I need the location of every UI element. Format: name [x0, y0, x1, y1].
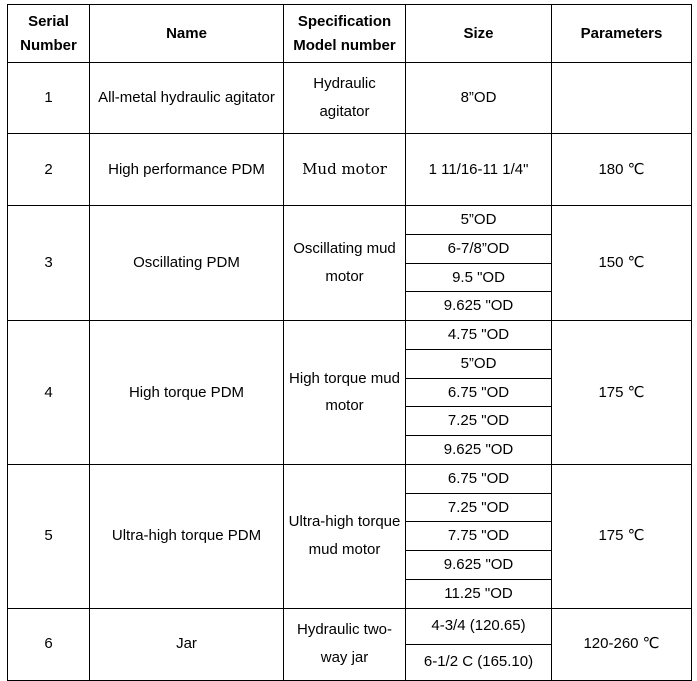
cell-size: 6.75 "OD [406, 464, 552, 493]
cell-spec: Hydraulic two-way jar [284, 608, 406, 680]
cell-name: Jar [90, 608, 284, 680]
cell-name: Ultra-high torque PDM [90, 464, 284, 608]
cell-params [552, 63, 692, 134]
cell-size: 11.25 "OD [406, 579, 552, 608]
cell-serial: 3 [8, 206, 90, 321]
cell-spec: Mud motor [284, 134, 406, 206]
cell-params: 180 ℃ [552, 134, 692, 206]
header-spec: Specification Model number [284, 5, 406, 63]
cell-size: 7.25 "OD [406, 407, 552, 436]
cell-spec: Oscillating mud motor [284, 206, 406, 321]
cell-size: 9.5 "OD [406, 263, 552, 292]
header-name: Name [90, 5, 284, 63]
cell-spec: High torque mud motor [284, 321, 406, 465]
cell-size: 4.75 "OD [406, 321, 552, 350]
cell-size: 1 11/16-11 1/4" [406, 134, 552, 206]
cell-name: High torque PDM [90, 321, 284, 465]
header-size: Size [406, 5, 552, 63]
table-row [8, 206, 692, 235]
cell-size: 6-7/8”OD [406, 234, 552, 263]
cell-serial: 6 [8, 608, 90, 680]
cell-size: 9.625 "OD [406, 292, 552, 321]
cell-name: Oscillating PDM [90, 206, 284, 321]
header-row [8, 5, 692, 63]
cell-size: 6.75 "OD [406, 378, 552, 407]
cell-params: 175 ℃ [552, 464, 692, 608]
cell-serial: 2 [8, 134, 90, 206]
cell-size: 9.625 "OD [406, 551, 552, 580]
cell-size: 7.75 "OD [406, 522, 552, 551]
header-params: Parameters [552, 5, 692, 63]
cell-size: 4-3/4 (120.65) [406, 608, 552, 644]
cell-size: 7.25 "OD [406, 493, 552, 522]
cell-size: 6-1/2 C (165.10) [406, 644, 552, 680]
header-serial: Serial Number [8, 5, 90, 63]
cell-spec: Ultra-high torque mud motor [284, 464, 406, 608]
table-row [8, 63, 692, 134]
cell-serial: 1 [8, 63, 90, 134]
cell-params: 150 ℃ [552, 206, 692, 321]
cell-size: 9.625 "OD [406, 436, 552, 465]
specification-table [7, 4, 692, 681]
cell-name: High performance PDM [90, 134, 284, 206]
table-row [8, 134, 692, 206]
cell-serial: 5 [8, 464, 90, 608]
cell-spec: Hydraulic agitator [284, 63, 406, 134]
cell-params: 120-260 ℃ [552, 608, 692, 680]
table-row [8, 321, 692, 350]
cell-name: All-metal hydraulic agitator [90, 63, 284, 134]
cell-size: 8”OD [406, 63, 552, 134]
cell-size: 5”OD [406, 349, 552, 378]
cell-serial: 4 [8, 321, 90, 465]
table-row [8, 608, 692, 644]
cell-size: 5”OD [406, 206, 552, 235]
table-row [8, 464, 692, 493]
cell-params: 175 ℃ [552, 321, 692, 465]
